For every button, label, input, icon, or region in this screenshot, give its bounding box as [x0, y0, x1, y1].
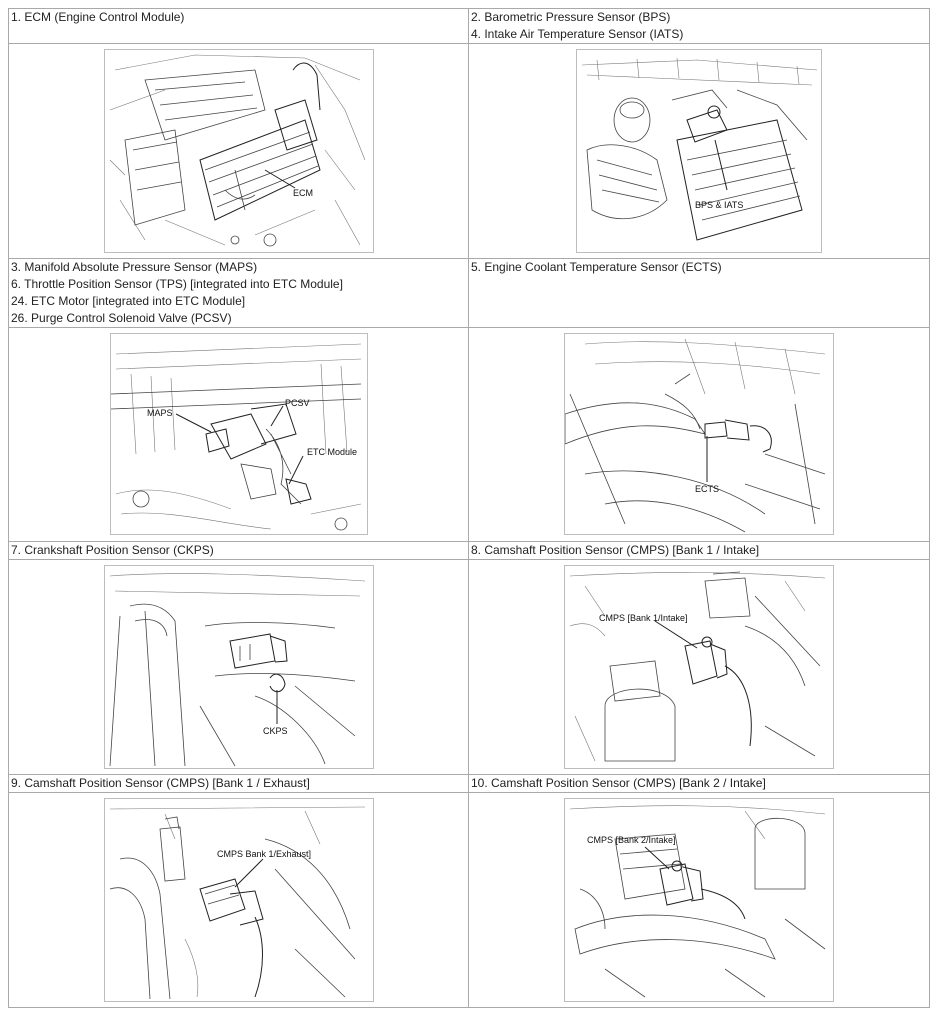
callout-bps-iats: BPS & IATS	[695, 200, 744, 210]
label-cell-ckps	[9, 542, 469, 560]
figure-cell-cmps-b1-intake	[469, 560, 930, 775]
sensor-label: 10. Camshaft Position Sensor (CMPS) [Bank 2 / Intake]	[471, 776, 766, 790]
figure-cell-maps-etc	[9, 328, 469, 542]
figure-cell-ects	[469, 328, 930, 542]
sensor-location-table	[8, 8, 930, 1008]
table-row	[9, 542, 930, 560]
sensor-label: 3. Manifold Absolute Pressure Sensor (MAPS)	[11, 260, 258, 274]
sensor-label: 26. Purge Control Solenoid Valve (PCSV)	[11, 311, 232, 325]
cmps-b1-exhaust-diagram	[104, 798, 374, 1002]
callout-cmps-b2-intake: CMPS [Bank 2/Intake]	[587, 835, 676, 845]
bps-iats-diagram	[576, 49, 822, 253]
table-row	[9, 560, 930, 775]
sensor-label: 24. ETC Motor [integrated into ETC Module]	[11, 294, 246, 308]
ecm-diagram	[104, 49, 374, 253]
sensor-label: 5. Engine Coolant Temperature Sensor (ECTS)	[471, 260, 722, 274]
callout-cmps-b1-intake: CMPS [Bank 1/Intake]	[599, 613, 688, 623]
figure-cell-bps-iats	[469, 44, 930, 259]
label-cell-cmps-b2-intake	[469, 775, 930, 793]
sensor-label: 8. Camshaft Position Sensor (CMPS) [Bank 1 / Intake]	[471, 543, 760, 557]
sensor-label: 7. Crankshaft Position Sensor (CKPS)	[11, 543, 214, 557]
ects-diagram	[564, 333, 834, 535]
callout-pcsv: PCSV	[284, 398, 310, 408]
ckps-diagram	[104, 565, 374, 769]
sensor-label: 2. Barometric Pressure Sensor (BPS)	[471, 10, 671, 24]
table-row	[9, 44, 930, 259]
callout-ecm: ECM	[292, 188, 313, 198]
figure-cell-ckps	[9, 560, 469, 775]
sensor-label: 1. ECM (Engine Control Module)	[11, 10, 185, 24]
label-cell-ecm	[9, 9, 469, 44]
label-cell-cmps-b1-intake	[469, 542, 930, 560]
label-cell-bps-iats	[469, 9, 930, 44]
cmps-b1-intake-diagram	[564, 565, 834, 769]
label-cell-ects	[469, 259, 930, 328]
callout-maps: MAPS	[146, 408, 173, 418]
callout-ects: ECTS	[695, 484, 720, 494]
table-row	[9, 793, 930, 1008]
table-row	[9, 775, 930, 793]
cmps-b2-intake-diagram	[564, 798, 834, 1002]
label-cell-cmps-b1-exhaust	[9, 775, 469, 793]
sensor-label: 4. Intake Air Temperature Sensor (IATS)	[471, 27, 684, 41]
callout-ckps: CKPS	[262, 726, 288, 736]
sensor-label: 6. Throttle Position Sensor (TPS) [integrated into ETC Module]	[11, 277, 343, 291]
callout-cmps-b1-exhaust: CMPS Bank 1/Exhaust]	[216, 849, 311, 859]
label-cell-maps-tps-etc-pcsv	[9, 259, 469, 328]
figure-cell-cmps-b2-intake	[469, 793, 930, 1008]
sensor-label: 9. Camshaft Position Sensor (CMPS) [Bank 1 / Exhaust]	[11, 776, 310, 790]
table-row	[9, 9, 930, 44]
table-row	[9, 259, 930, 328]
callout-etc-module: ETC Module	[306, 447, 357, 457]
figure-cell-cmps-b1-exhaust	[9, 793, 469, 1008]
maps-etc-diagram	[110, 333, 368, 535]
figure-cell-ecm	[9, 44, 469, 259]
table-row	[9, 328, 930, 542]
